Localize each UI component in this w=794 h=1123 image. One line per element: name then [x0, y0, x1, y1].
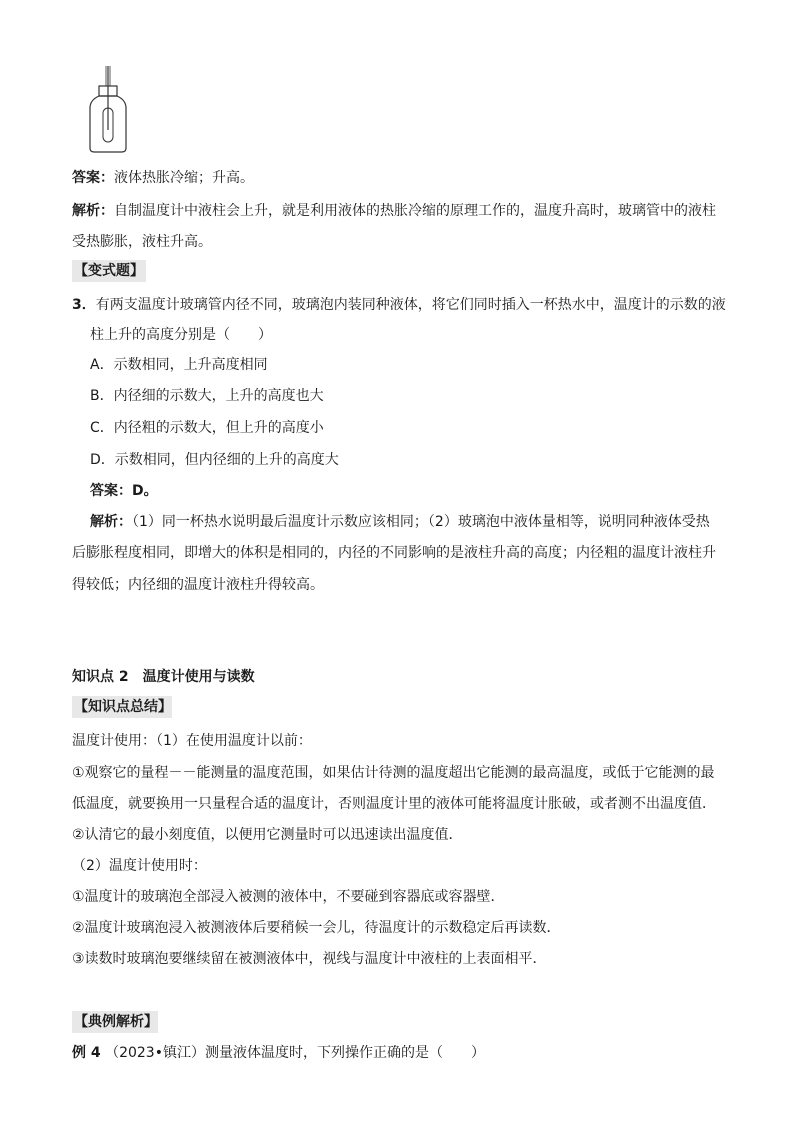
variant-question-tag — [72, 260, 146, 282]
variant-question-tag-text: 【变式题】 — [74, 263, 144, 279]
question-number: 3． — [72, 297, 96, 313]
kp2-line-6: ①温度计的玻璃泡全部浸入被测的液体中，不要碰到容器底或容器壁． — [72, 889, 505, 905]
knowledge-summary-tag — [72, 696, 174, 718]
thermometer-bottle-illustration — [86, 64, 130, 154]
example-analysis-tag — [72, 1011, 160, 1033]
example-4-label: 例 4 — [72, 1045, 101, 1061]
kp2-line-7: ②温度计玻璃泡浸入被测液体后要稍候一会儿，待温度计的示数稳定后再读数． — [72, 920, 561, 936]
knowledge-summary-tag-text: 【知识点总结】 — [74, 699, 172, 715]
question-3-analysis-line-1 — [90, 512, 710, 532]
answer-label: 答案： — [72, 170, 114, 186]
question-3-stem-line-1 — [72, 295, 726, 315]
kp2-line-4: ②认清它的最小刻度值，以便用它测量时可以迅速读出温度值． — [72, 827, 463, 843]
analysis-line-1 — [72, 201, 716, 221]
question-3-answer: 答案：D。 — [90, 483, 158, 499]
answer-text: 液体热胀冷缩；升高。 — [114, 170, 254, 186]
option-c: C．内径粗的示数大，但上升的高度小 — [90, 420, 324, 436]
analysis-line-2: 受热膨胀，液柱升高。 — [72, 234, 212, 250]
knowledge-point-2-title: 知识点 2 温度计使用与读数 — [72, 669, 255, 685]
option-a: A．示数相同，上升高度相同 — [90, 357, 268, 373]
question-3-stem-line-2: 柱上升的高度分别是（ ） — [90, 327, 272, 343]
kp2-line-1: 温度计使用：（1）在使用温度计以前： — [72, 733, 312, 749]
example-4-line — [72, 1043, 485, 1063]
question-3-analysis-line-3: 得较低；内径细的温度计液柱升得较高。 — [72, 577, 324, 593]
kp2-line-2: ①观察它的量程－－能测量的温度范围，如果估计待测的温度超出它能测的最高温度，或低于它能测的最 — [72, 765, 715, 781]
answer-line — [72, 168, 254, 188]
question-stem-text-1: 有两支温度计玻璃管内径不同，玻璃泡内装同种液体，将它们同时插入一杯热水中，温度计的示数的液 — [95, 297, 726, 313]
question-3-analysis-line-2: 后膨胀程度相同，即增大的体积是相同的，内径的不同影响的是液柱升高的高度；内径粗的温度计液柱升 — [72, 545, 716, 561]
example-analysis-tag-text: 【典例解析】 — [74, 1014, 158, 1030]
option-d: D．示数相同，但内径细的上升的高度大 — [90, 452, 339, 468]
example-4-text: （2023•镇江）测量液体温度时，下列操作正确的是（ ） — [105, 1045, 485, 1061]
question-3-analysis-text-1: （1）同一杯热水说明最后温度计示数应该相同；（2）玻璃泡中液体量相等，说明同种液体受热 — [132, 514, 710, 530]
analysis-label: 解析： — [72, 203, 114, 219]
option-b: B．内径细的示数大，上升的高度也大 — [90, 388, 324, 404]
kp2-line-3: 低温度，就要换用一只量程合适的温度计，否则温度计里的液体可能将温度计胀破，或者测不出温度值． — [72, 796, 716, 812]
question-3-analysis-label: 解析： — [90, 514, 132, 530]
kp2-line-5: （2）温度计使用时： — [72, 858, 207, 874]
kp2-line-8: ③读数时玻璃泡要继续留在被测液体中，视线与温度计中液柱的上表面相平． — [72, 951, 547, 967]
analysis-text-1: 自制温度计中液柱会上升，就是利用液体的热胀冷缩的原理工作的，温度升高时，玻璃管中的液柱 — [114, 203, 716, 219]
